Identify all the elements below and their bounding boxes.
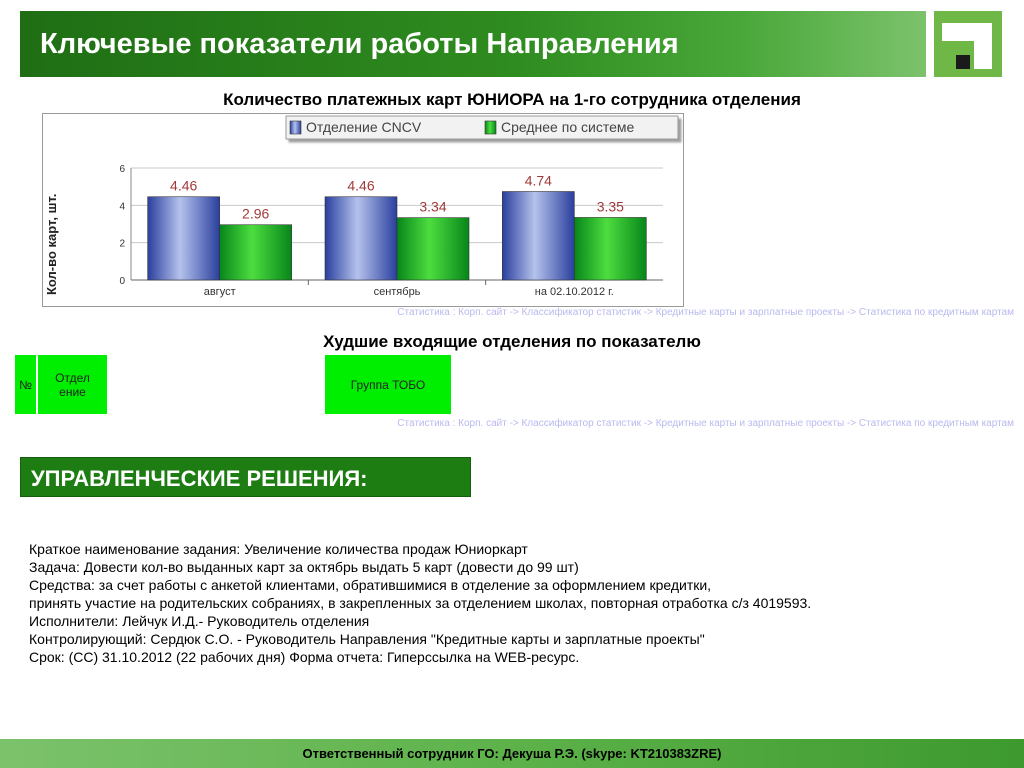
column-header-group: Группа ТОБО bbox=[324, 354, 452, 415]
data-label: 4.46 bbox=[170, 177, 198, 194]
column-header-number: № bbox=[14, 354, 37, 415]
data-label: 4.46 bbox=[347, 177, 375, 194]
bar-branch bbox=[502, 192, 574, 280]
responsible-employee: Ответственный сотрудник ГО: Декуша Р.Э. (skype: KT210383ZRE) bbox=[302, 746, 722, 761]
chart-bars bbox=[148, 192, 647, 280]
y-tick-label: 2 bbox=[119, 238, 125, 250]
legend-label-system-average: Среднее по системе bbox=[501, 119, 635, 135]
y-tick-label: 6 bbox=[119, 164, 125, 175]
column-header-branch: Отдел ение bbox=[37, 354, 108, 415]
chart-title: Количество платежных карт ЮНИОРА на 1-го сотрудника отделения bbox=[223, 90, 801, 109]
task-line: Краткое наименование задания: Увеличение количества продаж Юниоркарт bbox=[29, 541, 528, 557]
bank-logo bbox=[934, 11, 1002, 77]
task-line: Контролирующий: Сердюк С.О. - Руководитель Направления "Кредитные карты и зарплатные проекты" bbox=[29, 631, 705, 647]
x-tick-label: на 02.10.2012 г. bbox=[534, 286, 614, 298]
data-label: 3.34 bbox=[419, 198, 447, 215]
task-description bbox=[29, 540, 1009, 666]
bar-system-average bbox=[574, 217, 646, 280]
x-tick-label: август bbox=[203, 286, 236, 298]
bar-chart bbox=[43, 114, 683, 306]
data-label: 3.35 bbox=[596, 198, 624, 215]
bar-branch bbox=[325, 197, 397, 280]
y-axis-label: Кол-во карт, шт. bbox=[44, 193, 59, 295]
x-tick-label: сентябрь bbox=[373, 286, 421, 298]
data-label: 4.74 bbox=[524, 172, 552, 189]
bar-system-average bbox=[397, 218, 469, 280]
footer-bar bbox=[0, 739, 1024, 768]
task-line: Срок: (СС) 31.10.2012 (22 рабочих дня) Форма отчета: Гиперссылка на WEB-ресурс. bbox=[29, 649, 580, 665]
y-tick-label: 4 bbox=[119, 201, 125, 213]
management-decisions-label: УПРАВЛЕНЧЕСКИЕ РЕШЕНИЯ: bbox=[31, 466, 368, 491]
title-bar bbox=[20, 11, 926, 77]
source-link-chart[interactable]: Статистика : Корп. сайт -> Классификатор статистик -> Кредитные карты и зарплатные проекты -> Статистика по кредитным картам bbox=[397, 307, 1014, 318]
task-line: Средства: за счет работы с анкетой клиентами, обратившимися в отделение за оформлением кредитки, bbox=[29, 577, 712, 593]
task-line: Исполнители: Лейчук И.Д.- Руководитель отделения bbox=[29, 613, 370, 629]
source-link-worst[interactable]: Статистика : Корп. сайт -> Классификатор статистик -> Кредитные карты и зарплатные проекты -> Статистика по кредитным картам bbox=[397, 418, 1014, 429]
page-title: Ключевые показатели работы Направления bbox=[40, 28, 679, 60]
legend-swatch-branch bbox=[290, 121, 301, 134]
chart-legend bbox=[286, 116, 678, 139]
legend-label-branch: Отделение CNCV bbox=[306, 119, 422, 135]
bar-system-average bbox=[220, 225, 292, 280]
task-line: принять участие на родительских собраниях, в закрепленных за отделением школах, повторная отработка с/з 4019593. bbox=[29, 595, 812, 611]
worst-branches-title: Худшие входящие отделения по показателю bbox=[323, 332, 701, 351]
logo-icon bbox=[934, 11, 1002, 77]
chart-frame bbox=[42, 113, 684, 307]
y-tick-label: 0 bbox=[119, 276, 125, 287]
data-label: 2.96 bbox=[242, 205, 270, 222]
bar-branch bbox=[148, 197, 220, 280]
management-decisions-heading bbox=[20, 457, 471, 497]
task-line: Задача: Довести кол-во выданных карт за октябрь выдать 5 карт (довести до 99 шт) bbox=[29, 559, 579, 575]
legend-swatch-system-average bbox=[485, 121, 496, 134]
